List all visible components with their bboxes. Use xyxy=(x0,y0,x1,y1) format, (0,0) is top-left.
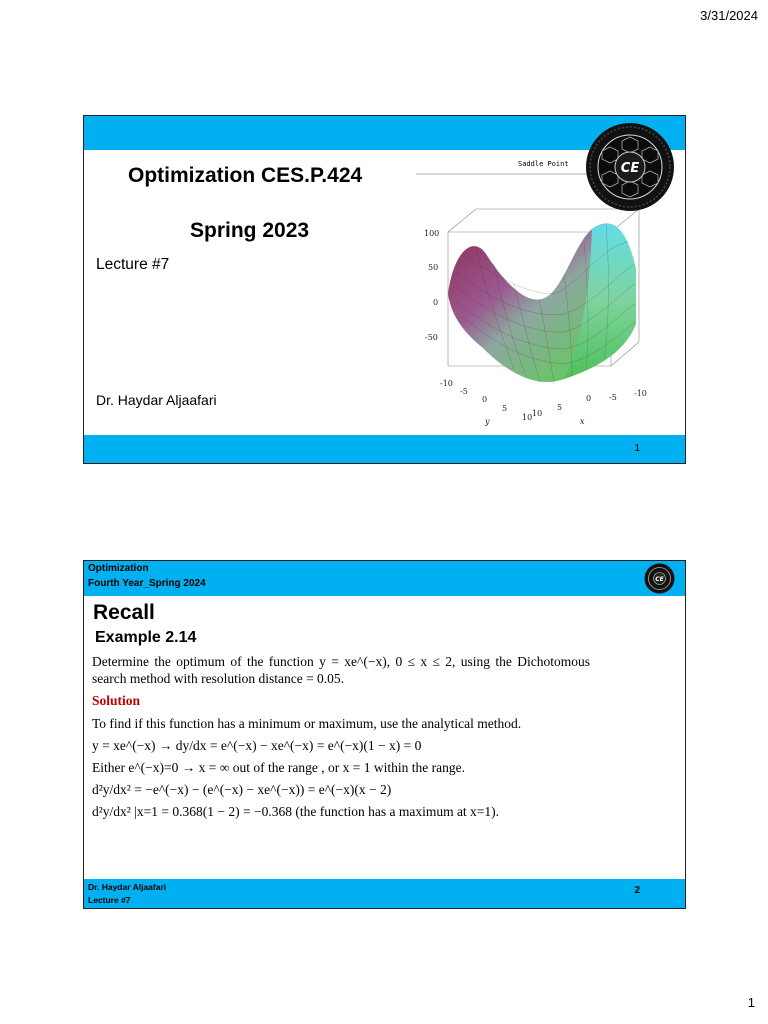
saddle-surface xyxy=(448,223,636,384)
x-tick-label: 10 xyxy=(532,409,543,418)
ce-logo xyxy=(584,121,676,213)
y-tick-label: 10 xyxy=(522,413,533,422)
x-tick-label: 5 xyxy=(557,403,563,412)
x-tick-label: -5 xyxy=(609,393,617,402)
print-date: 3/31/2024 xyxy=(700,8,758,23)
section-title: Recall xyxy=(93,601,155,624)
z-tick-label: 50 xyxy=(428,263,439,272)
page-number: 1 xyxy=(747,995,755,1010)
slide-number: 2 xyxy=(634,885,640,896)
roots-text: Either e^(−x)=0 → x = ∞ out of the range , or x = 1 within the range. xyxy=(92,760,465,775)
x-axis-label: x xyxy=(580,417,585,426)
z-tick-label: -50 xyxy=(425,333,438,342)
z-tick-label: 100 xyxy=(424,229,440,238)
y-tick-label: 5 xyxy=(502,404,508,413)
problem-statement: Determine the optimum of the function y = xe^(−x), 0 ≤ x ≤ 2, using the Dichotomous search method with resolution distance = 0.05. xyxy=(92,654,590,686)
term-title: Spring 2023 xyxy=(190,219,310,242)
y-axis-label: y xyxy=(485,417,490,426)
footer-author: Dr. Haydar Aljaafari xyxy=(88,882,167,892)
slide-number: 1 xyxy=(634,443,640,454)
course-title: Optimization CES.P.424 xyxy=(128,164,363,187)
z-tick-label: 0 xyxy=(433,298,439,307)
y-tick-label: -10 xyxy=(440,379,453,388)
logo-text: CE xyxy=(655,576,664,583)
x-tick-label: 0 xyxy=(586,394,592,403)
author-name: Dr. Haydar Aljaafari xyxy=(96,392,217,408)
ce-logo-small xyxy=(644,563,675,594)
second-derivative-at-one: d²y/dx² |x=1 = 0.368(1 − 2) = −0.368 (the function has a maximum at x=1). xyxy=(92,804,500,819)
y-tick-label: 0 xyxy=(482,395,488,404)
header-year: Fourth Year_Spring 2024 xyxy=(88,578,206,589)
footer-lecture: Lecture #7 xyxy=(88,895,131,905)
logo-text: CE xyxy=(620,161,640,176)
x-tick-label: -10 xyxy=(634,389,647,398)
slide-bottom-bar xyxy=(84,435,685,463)
example-title: Example 2.14 xyxy=(95,629,197,646)
slide-content xyxy=(92,653,590,820)
slide-header-bar xyxy=(84,561,685,596)
y-tick-label: -5 xyxy=(460,387,468,396)
header-course: Optimization xyxy=(88,563,149,574)
second-derivative-equation: d²y/dx² = −e^(−x) − (e^(−x) − xe^(−x)) = e^(−x)(x − 2) xyxy=(92,782,392,797)
method-text: To find if this function has a minimum or maximum, use the analytical method. xyxy=(92,716,522,731)
slide-footer-bar xyxy=(84,879,685,908)
plot-title: Saddle Point xyxy=(518,160,569,168)
solution-label: Solution xyxy=(92,693,141,708)
lecture-label: Lecture #7 xyxy=(96,256,170,273)
first-derivative-equation: y = xe^(−x) → dy/dx = e^(−x) − xe^(−x) = e^(−x)(1 − x) = 0 xyxy=(92,738,422,753)
slide-1 xyxy=(83,115,686,464)
slide-2 xyxy=(83,560,686,909)
